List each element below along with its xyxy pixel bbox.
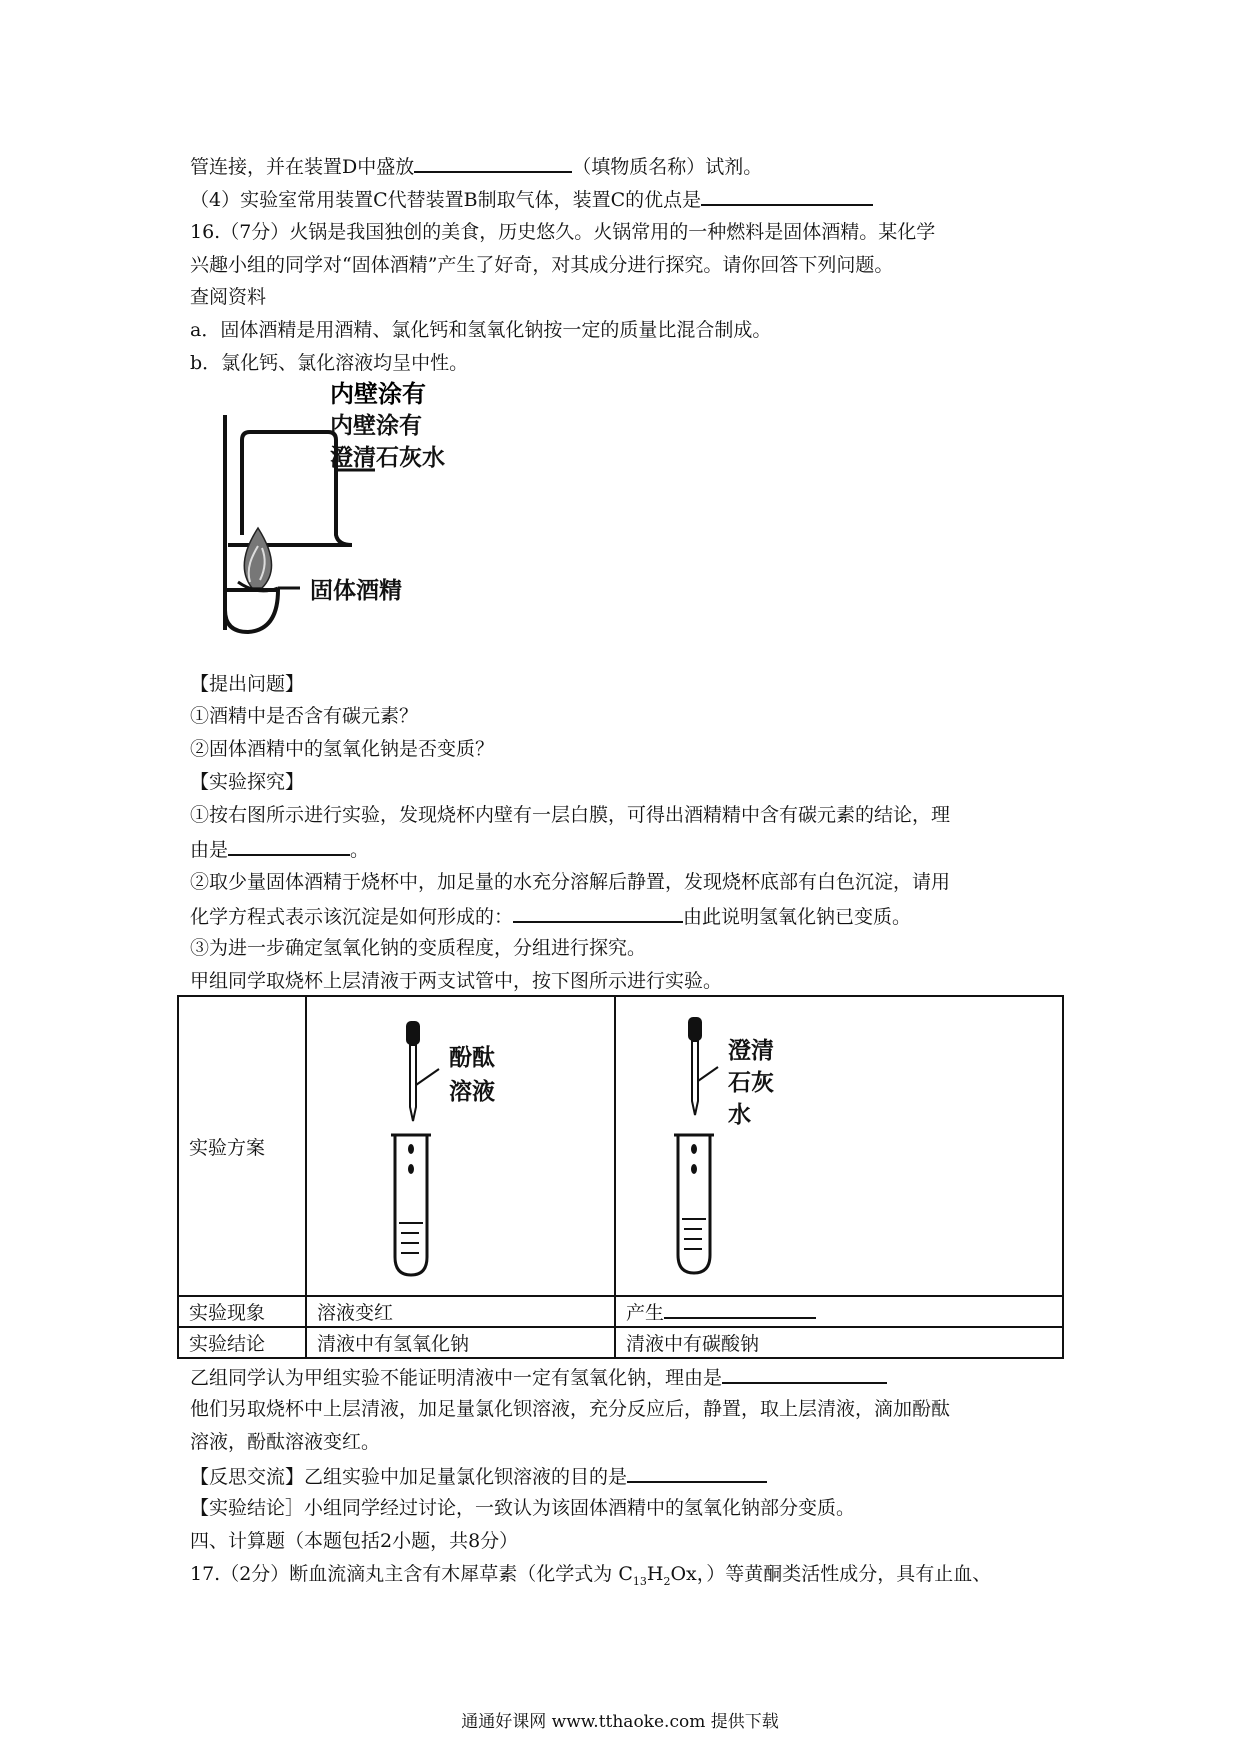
text-line: 兴趣小组的同学对“固体酒精”产生了好奇，对其成分进行探究。请你回答下列问题。 <box>190 254 894 276</box>
table-cell-label: 实验结论 <box>178 1327 306 1358</box>
figure-label-solid-alcohol: 固体酒精 <box>310 578 402 604</box>
line-text: 。 <box>350 839 370 861</box>
line-text: （4）实验室常用装置C代替装置B制取气体，装置C的优点是 <box>190 189 702 211</box>
experiment-table <box>177 995 1064 1359</box>
table-cell <box>615 1296 1063 1327</box>
answer-blank[interactable] <box>701 186 873 206</box>
line-text: 管连接，并在装置D中盛放 <box>190 156 415 178</box>
table-row <box>178 996 1063 1296</box>
label-line: 澄清 <box>728 1038 774 1064</box>
text-line: ①酒精中是否含有碳元素？ <box>190 705 419 727</box>
page-footer: 通通好课网 www.tthaoke.com 提供下载 <box>461 1712 779 1732</box>
line-text: 【反思交流】乙组实验中加足量氯化钡溶液的目的是 <box>190 1466 628 1488</box>
text-line <box>190 1364 887 1390</box>
label-line: 水 <box>728 1102 751 1128</box>
table-cell-label: 实验方案 <box>178 996 306 1296</box>
line-text: H <box>646 1563 664 1585</box>
question-17-line <box>190 1562 991 1594</box>
table-cell: 清液中有氢氧化钠 <box>306 1327 615 1358</box>
table-cell: 清液中有碳酸钠 <box>615 1327 1063 1358</box>
answer-blank[interactable] <box>414 153 572 173</box>
table-row <box>178 1327 1063 1358</box>
test-tube-dropper-icon <box>616 997 1056 1297</box>
line-text: Ox，）等黄酮类活性成分，具有止血、 <box>670 1563 992 1585</box>
figure-label-limewater <box>330 410 445 474</box>
text-line <box>190 153 762 179</box>
label-line: 溶液 <box>449 1079 495 1105</box>
table-cell-label: 实验现象 <box>178 1296 306 1327</box>
table-cell: 溶液变红 <box>306 1296 615 1327</box>
text-line: ②固体酒精中的氢氧化钠是否变质？ <box>190 738 495 760</box>
table-cell-tube-limewater <box>615 996 1063 1296</box>
text-line: 他们另取烧杯中上层清液，加足量氯化钡溶液，充分反应后，静置，取上层清液，滴加酚酞 <box>190 1398 951 1420</box>
label-line: 澄清石灰水 <box>330 445 445 471</box>
table-row <box>178 1296 1063 1327</box>
answer-blank[interactable] <box>513 903 683 923</box>
line-text: 17.（2分）断血流滴丸主含有木犀草素（化学式为 C <box>190 1563 633 1585</box>
answer-blank[interactable] <box>664 1299 816 1319</box>
text-line <box>190 836 369 862</box>
tube-label <box>449 1041 495 1109</box>
text-line <box>190 186 873 212</box>
text-line: 溶液，酚酞溶液变红。 <box>190 1431 381 1453</box>
table-cell-tube-phenolphthalein <box>306 996 615 1296</box>
cell-text: 产生 <box>626 1302 665 1324</box>
apparatus-figure <box>200 380 520 645</box>
tube-label <box>728 1035 774 1131</box>
label-line: 酚酞 <box>449 1045 495 1071</box>
answer-blank[interactable] <box>722 1364 887 1384</box>
line-text: （填物质名称）试剂。 <box>572 156 763 178</box>
text-line: b．氯化钙、氯化溶液均呈中性。 <box>190 352 469 374</box>
text-line <box>190 903 911 929</box>
text-line <box>190 1463 767 1489</box>
line-text: 由是 <box>190 839 229 861</box>
subscript: 2 <box>663 1574 671 1588</box>
line-text: 化学方程式表示该沉淀是如何形成的： <box>190 906 514 928</box>
text-line: ①按右图所示进行实验，发现烧杯内壁有一层白膜，可得出酒精精中含有碳元素的结论，理 <box>190 804 951 826</box>
question-16-heading: 16.（7分）火锅是我国独创的美食，历史悠久。火锅常用的一种燃料是固体酒精。某化学 <box>190 221 936 243</box>
text-line: ②取少量固体酒精于烧杯中，加足量的水充分溶解后静置，发现烧杯底部有白色沉淀，请用 <box>190 871 951 893</box>
answer-blank[interactable] <box>228 836 350 856</box>
text-line: 【实验结论］小组同学经过讨论，一致认为该固体酒精中的氢氧化钠部分变质。 <box>190 1497 856 1519</box>
label-line: 石灰 <box>728 1070 774 1096</box>
line-text: 乙组同学认为甲组实验不能证明清液中一定有氢氧化钠，理由是 <box>190 1367 723 1389</box>
section-heading: 四、计算题（本题包括2小题，共8分） <box>190 1530 519 1552</box>
section-heading: 查阅资料 <box>190 286 267 308</box>
section-heading: 【实验探究】 <box>190 771 305 793</box>
label-inner-wall-1: 内壁涂有 <box>330 380 426 408</box>
section-heading: 【提出问题】 <box>190 673 305 695</box>
label-line: 内壁涂有 <box>330 413 422 439</box>
answer-blank[interactable] <box>627 1463 767 1483</box>
line-text: 由此说明氢氧化钠已变质。 <box>683 906 912 928</box>
text-line: ③为进一步确定氢氧化钠的变质程度，分组进行探究。 <box>190 937 647 959</box>
text-line: 甲组同学取烧杯上层清液于两支试管中，按下图所示进行实验。 <box>190 970 723 992</box>
subscript: 13 <box>632 1574 647 1588</box>
text-line: a．固体酒精是用酒精、氯化钙和氢氧化钠按一定的质量比混合制成。 <box>190 319 772 341</box>
